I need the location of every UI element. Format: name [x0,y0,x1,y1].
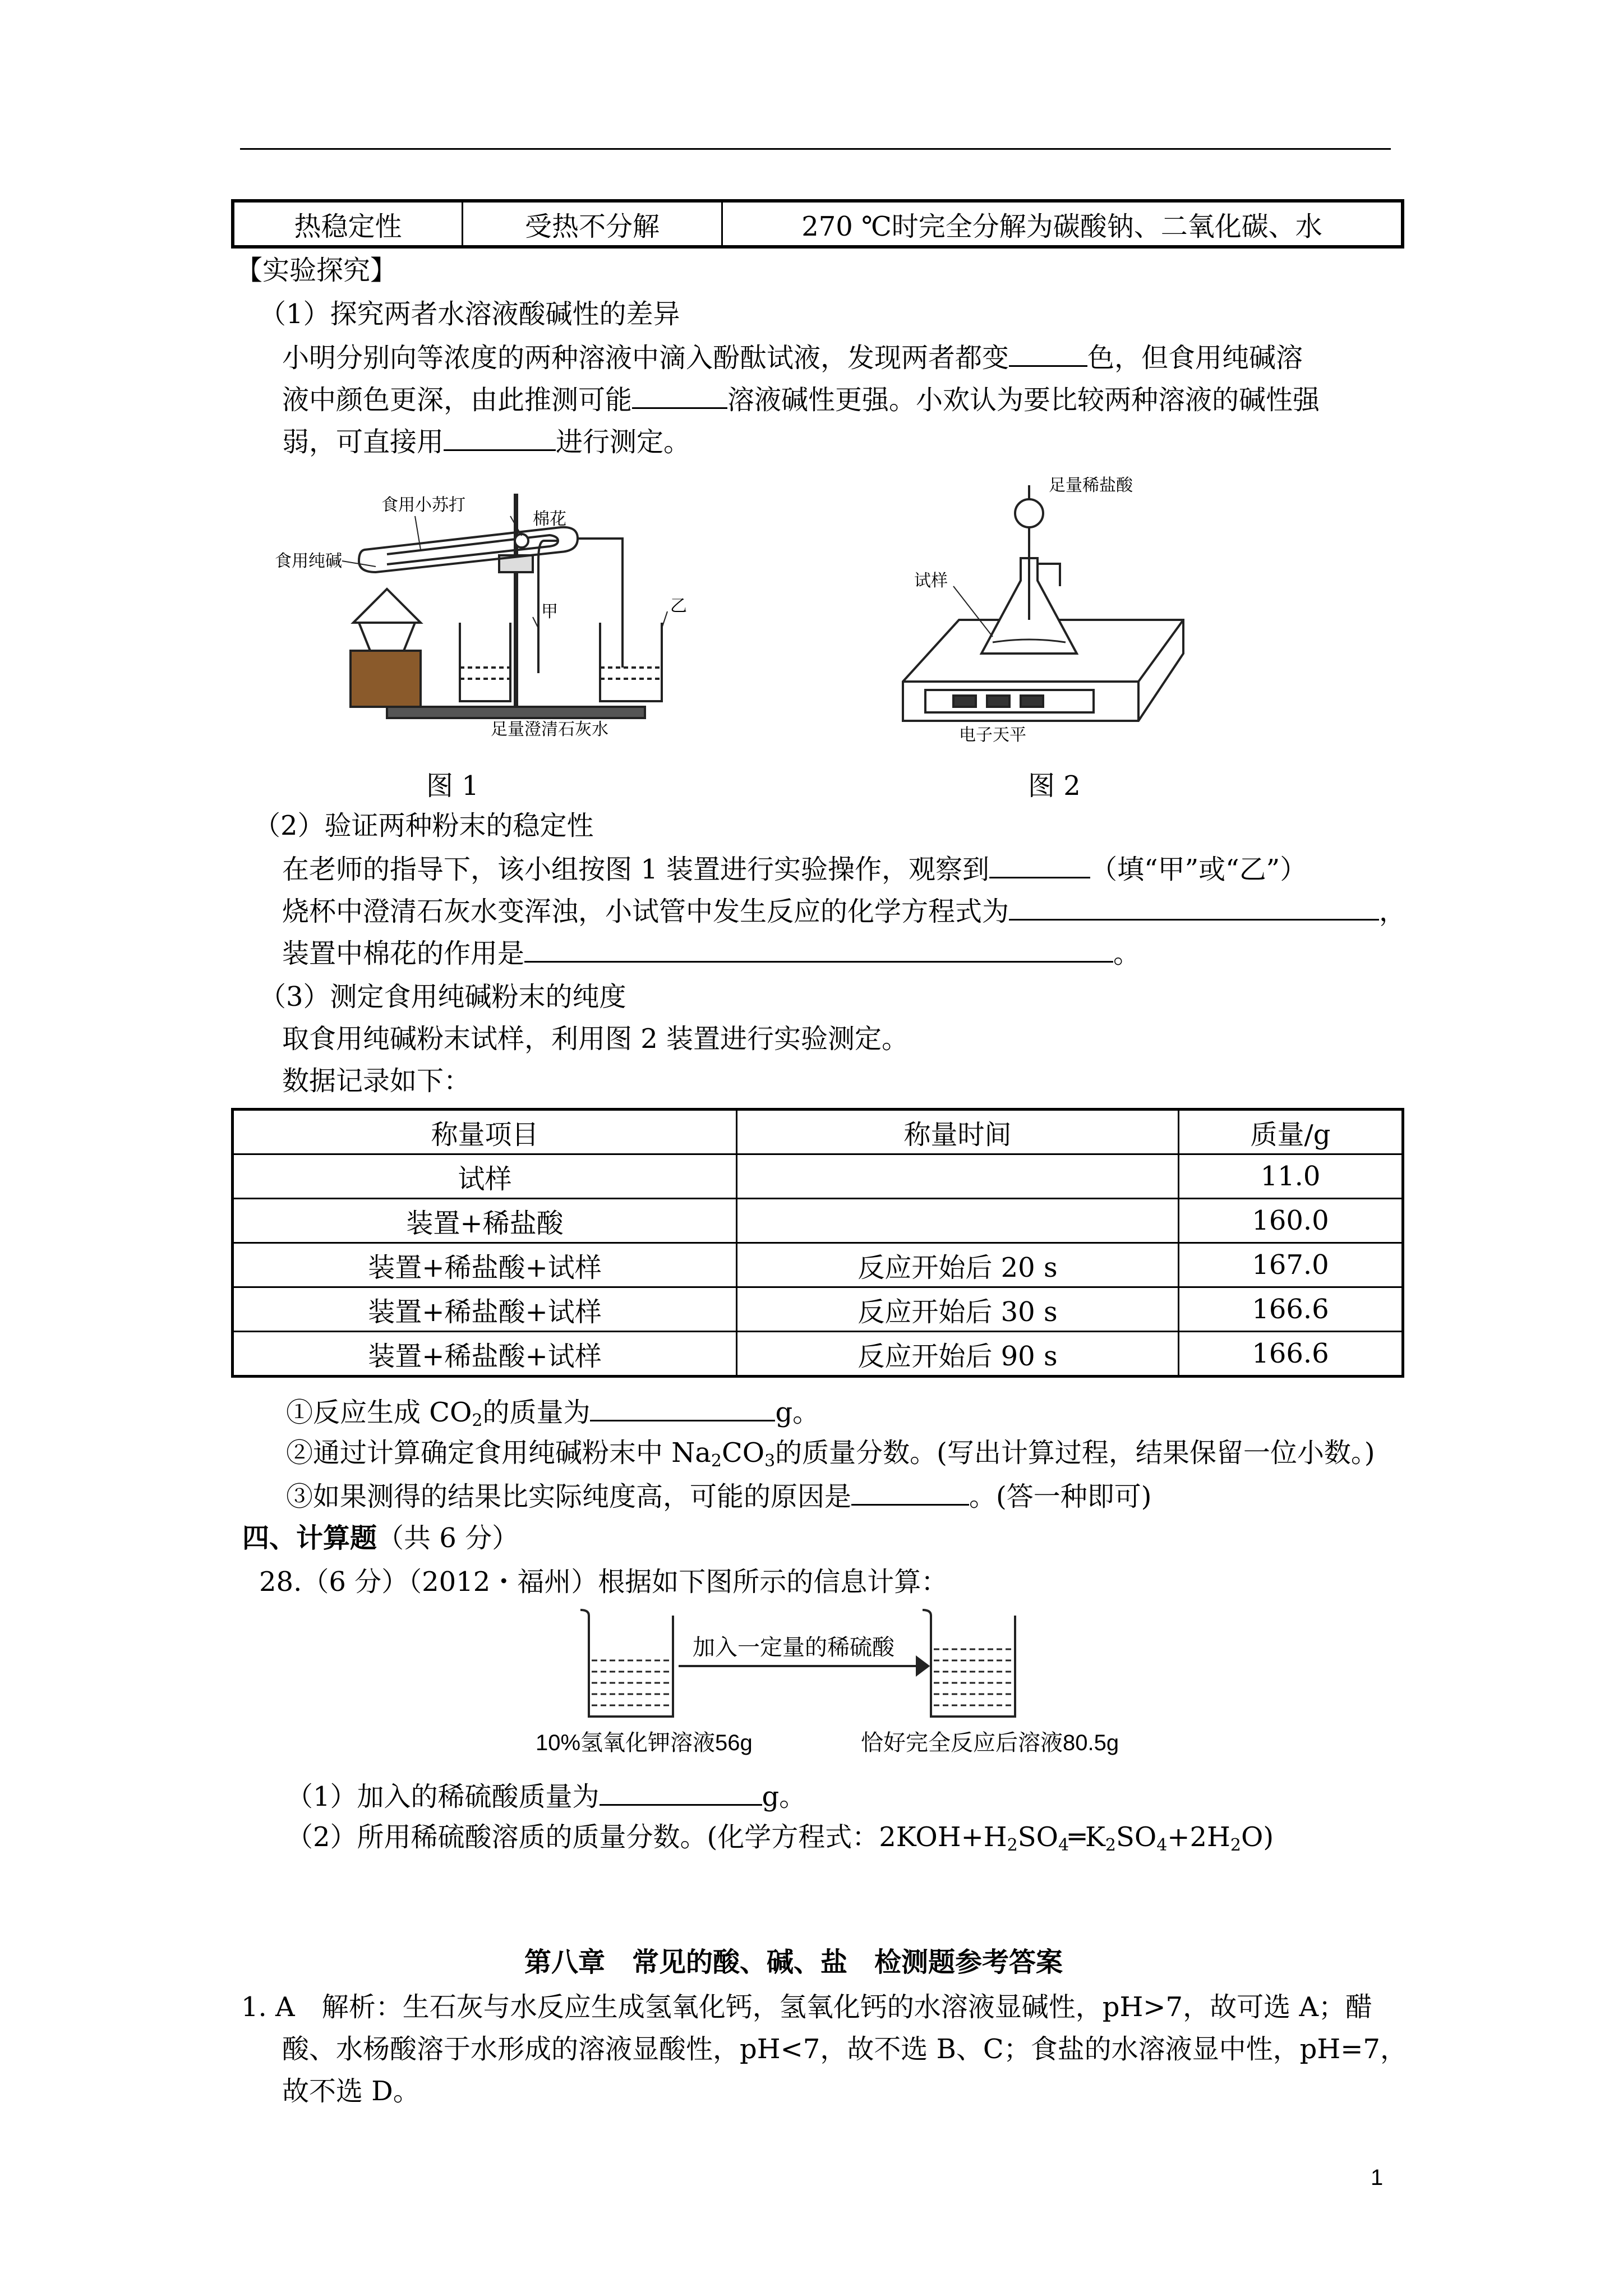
question-3: ③如果测得的结果比实际纯度高，可能的原因是 。(答一种即可) [286,1478,1151,1513]
arrow-label: 加入一定量的稀硫酸 [693,1635,895,1660]
figure2-caption: 图 2 [1028,770,1081,802]
left-beaker-caption: 10%氢氧化钾溶液56g [536,1731,753,1755]
table-cell: 160.0 [1179,1199,1403,1243]
table-row [233,1287,1403,1332]
answer-blank[interactable] [590,1394,775,1421]
table-row [233,1154,1403,1199]
q28-stem: 28.（6 分）（2012・福州）根据如下图所示的信息计算： [259,1566,948,1598]
answers-heading: 第八章 常见的酸、碱、盐 检测题参考答案 [524,1947,1063,1978]
label-soda: 食用纯碱 [275,552,342,570]
part2-title: （2）验证两种粉末的稳定性 [253,810,594,841]
table-cell: 11.0 [1179,1154,1403,1199]
header-rule [240,148,1391,150]
answer-1-line1: 1. A 解析：生石灰与水反应生成氢氧化钙，氢氧化钙的水溶液显碱性，pH>7，故可选 A；醋 [241,1991,1372,2023]
table-row [233,1332,1403,1377]
table-cell: 反应开始后 30 s [737,1287,1179,1332]
table-cell: 装置+稀盐酸+试样 [233,1332,737,1377]
table-header-row [233,1110,1403,1154]
property-table [231,199,1404,249]
question-2: ②通过计算确定食用纯碱粉末中 $Na_2CO_3$的质量分数。(写出计算过程，结果保留一位小数。) [286,1437,1375,1471]
q28-sub2: （2）所用稀硫酸溶质的质量分数。(化学方程式：$2KOH+H_2SO_4═K_2SO_4+2H_2O$) [286,1821,1274,1855]
page-number: 1 [1371,2165,1384,2190]
table-cell: 270 ℃时完全分解为碳酸钠、二氧化碳、水 [722,201,1403,247]
table-row [233,1199,1403,1243]
part3-line2: 数据记录如下： [282,1065,471,1097]
table-cell [737,1199,1179,1243]
figure1-caption: 图 1 [426,770,479,802]
table-cell: 热稳定性 [233,201,463,247]
table-cell: 反应开始后 20 s [737,1243,1179,1287]
part2-line1: 在老师的指导下，该小组按图 1 装置进行实验操作，观察到 （填“甲”或“乙”） [282,851,1307,886]
table-row [233,1243,1403,1287]
answer-1-line2: 酸、水杨酸溶于水形成的溶液显酸性，pH<7，故不选 B、C；食盐的水溶液显中性，pH=7， [282,2033,1407,2065]
figure1-apparatus [275,482,701,740]
table-cell: 受热不分解 [463,201,722,247]
table-cell: 装置+稀盐酸+试样 [233,1287,737,1332]
label-limewater: 足量澄清石灰水 [491,720,608,739]
part3-line1: 取食用纯碱粉末试样，利用图 2 装置进行实验测定。 [282,1023,909,1055]
answer-blank[interactable] [1009,339,1087,367]
label-acid: 足量稀盐酸 [1049,476,1133,495]
table-cell [737,1154,1179,1199]
answer-blank[interactable] [851,1478,969,1506]
table-cell: 166.6 [1179,1287,1403,1332]
answer-blank[interactable] [632,381,727,409]
part1-line1: 小明分别向等浓度的两种溶液中滴入酚酞试液，发现两者都变 色，但食用纯碱溶 [282,339,1303,375]
part1-line2: 液中颜色更深，由此推测可能 溶液碱性更强。小欢认为要比较两种溶液的碱性强 [282,381,1320,417]
table-cell: 装置+稀盐酸+试样 [233,1243,737,1287]
label-sample: 试样 [914,572,948,590]
section4-title: 四、计算题（共 6 分） [242,1522,519,1554]
table-header-cell: 称量项目 [233,1110,737,1154]
answer-blank[interactable] [600,1778,762,1806]
answer-blank[interactable] [524,935,1113,963]
table-header-cell: 称量时间 [737,1110,1179,1154]
answer-blank[interactable] [444,424,556,451]
table-cell: 167.0 [1179,1243,1403,1287]
label-jia: 甲 [541,602,558,621]
label-baking-soda: 食用小苏打 [381,496,465,514]
q28-diagram [530,1604,1119,1761]
question-1: ①反应生成 $CO_2$的质量为 g。 [286,1394,819,1438]
table-cell: 166.6 [1179,1332,1403,1377]
table-row [233,201,1403,247]
label-yi: 乙 [670,597,687,615]
part2-line2: 烧杯中澄清石灰水变浑浊，小试管中发生反应的化学方程式为 ， [282,893,1406,928]
part2-line3: 装置中棉花的作用是 。 [282,935,1140,970]
right-beaker-caption: 恰好完全反应后溶液80.5g [861,1731,1119,1755]
label-balance: 电子天平 [959,726,1026,743]
part1-line3: 弱，可直接用 进行测定。 [282,424,690,459]
label-cotton: 棉花 [533,510,566,528]
table-cell: 反应开始后 90 s [737,1332,1179,1377]
answer-blank[interactable] [989,851,1090,878]
table-cell: 装置+稀盐酸 [233,1199,737,1243]
part1-title: （1）探究两者水溶液酸碱性的差异 [259,298,680,330]
figure2-apparatus [892,474,1195,743]
answer-blank[interactable] [1009,893,1379,921]
section-experiment: 【实验探究】 [236,255,398,286]
part3-title: （3）测定食用纯碱粉末的纯度 [259,981,626,1013]
table-cell: 试样 [233,1154,737,1199]
table-header-cell: 质量/g [1179,1110,1403,1154]
answer-1-line3: 故不选 D。 [282,2076,420,2107]
q28-sub1: （1）加入的稀硫酸质量为 g。 [286,1778,806,1814]
data-table [231,1108,1404,1378]
